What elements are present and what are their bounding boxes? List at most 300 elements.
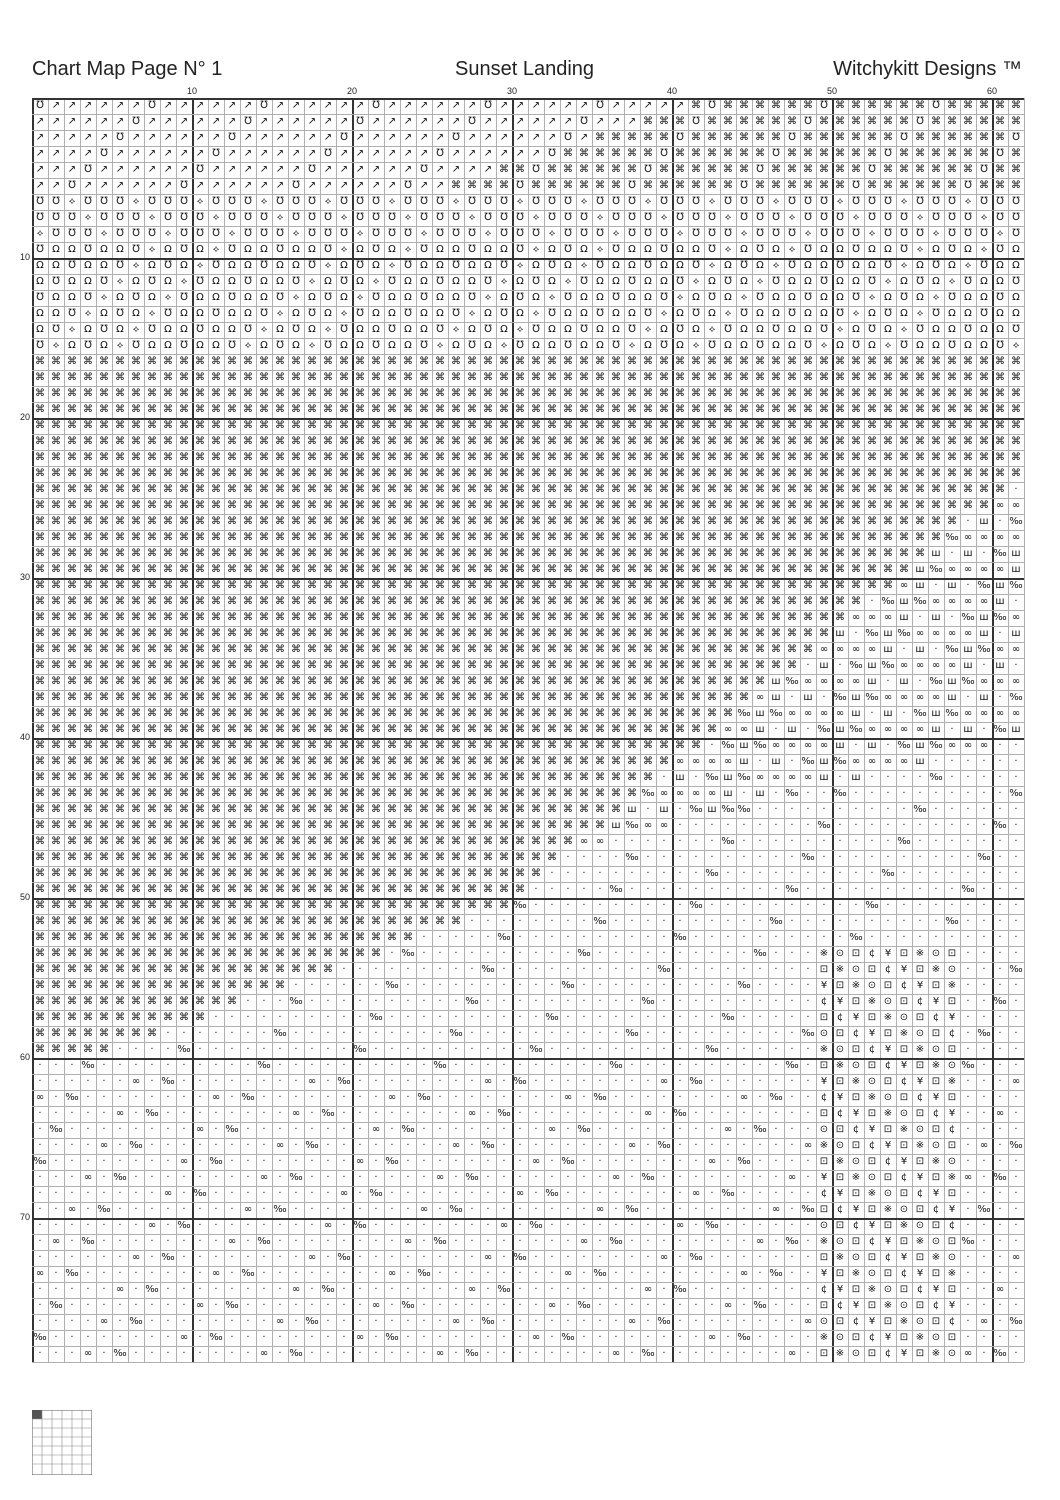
stitch-cell: ⟡ — [500, 340, 508, 351]
stitch-cell: ⌘ — [883, 100, 893, 111]
stitch-cell: ⌘ — [147, 884, 157, 895]
stitch-cell: · — [662, 1028, 666, 1039]
stitch-cell: · — [918, 676, 922, 687]
stitch-cell: ⌘ — [51, 548, 61, 559]
stitch-cell: Ω — [244, 308, 252, 319]
stitch-cell: ※ — [835, 964, 845, 975]
stitch-cell: ‰ — [529, 1220, 543, 1231]
stitch-cell: ⌘ — [83, 660, 93, 671]
stitch-cell: ¢ — [852, 1220, 860, 1231]
stitch-cell: · — [454, 1092, 458, 1103]
stitch-cell: · — [566, 1076, 570, 1087]
stitch-cell: · — [1014, 1300, 1018, 1311]
stitch-cell: · — [710, 884, 714, 895]
stitch-cell: ⌘ — [691, 388, 701, 399]
stitch-cell: ⌘ — [35, 948, 45, 959]
stitch-cell: · — [790, 820, 794, 831]
stitch-cell: ⌘ — [403, 644, 413, 655]
stitch-cell: ⌘ — [739, 644, 749, 655]
stitch-cell: ∞ — [963, 628, 973, 639]
stitch-cell: ⌘ — [147, 404, 157, 415]
stitch-cell: ↗ — [67, 100, 77, 111]
stitch-cell: Ω — [308, 324, 316, 335]
stitch-cell: ⊡ — [947, 996, 957, 1007]
stitch-cell: ⌘ — [307, 676, 317, 687]
stitch-cell: · — [374, 1060, 378, 1071]
stitch-cell: ⟡ — [756, 276, 764, 287]
stitch-cell: ⌘ — [291, 948, 301, 959]
stitch-cell: ⌘ — [147, 788, 157, 799]
stitch-cell: · — [646, 884, 650, 895]
stitch-cell: · — [70, 1332, 74, 1343]
stitch-cell: ⟡ — [820, 340, 828, 351]
stitch-cell: ⌘ — [483, 548, 493, 559]
stitch-cell: ⊙ — [851, 1156, 861, 1167]
grid-line — [816, 98, 817, 1362]
stitch-cell: ↗ — [387, 180, 397, 191]
stitch-cell: ⌘ — [611, 548, 621, 559]
stitch-cell: ℧ — [420, 212, 428, 223]
stitch-cell: · — [662, 1172, 666, 1183]
stitch-cell: ⟡ — [84, 212, 92, 223]
stitch-cell: ⊡ — [867, 1348, 877, 1359]
stitch-cell: · — [630, 1268, 634, 1279]
stitch-cell: ⌘ — [83, 820, 93, 831]
stitch-cell: ¥ — [820, 1076, 828, 1087]
stitch-cell: · — [998, 916, 1002, 927]
stitch-cell: ⌘ — [691, 132, 701, 143]
stitch-cell: · — [774, 1252, 778, 1263]
stitch-cell: ⌘ — [115, 756, 125, 767]
stitch-cell: · — [406, 1252, 410, 1263]
stitch-cell: ⌘ — [947, 452, 957, 463]
stitch-cell: · — [630, 1060, 634, 1071]
stitch-cell: ⌘ — [995, 420, 1005, 431]
stitch-cell: · — [614, 1300, 618, 1311]
stitch-cell: ⌘ — [131, 804, 141, 815]
stitch-cell: ⌘ — [403, 900, 413, 911]
stitch-cell: · — [694, 1332, 698, 1343]
stitch-cell: ℧ — [772, 228, 780, 239]
stitch-cell: ⌘ — [547, 772, 557, 783]
stitch-cell: ℧ — [436, 212, 444, 223]
stitch-cell: ℧ — [868, 164, 876, 175]
stitch-cell: · — [582, 868, 586, 879]
stitch-cell: ⌘ — [979, 404, 989, 415]
stitch-cell: · — [758, 1188, 762, 1199]
stitch-cell: ⌘ — [403, 788, 413, 799]
stitch-cell: ⌘ — [691, 516, 701, 527]
stitch-cell: · — [566, 852, 570, 863]
stitch-cell: · — [566, 1316, 570, 1327]
stitch-cell: ⊙ — [883, 1284, 893, 1295]
stitch-cell: · — [806, 1332, 810, 1343]
stitch-cell: ∞ — [1011, 1252, 1021, 1263]
stitch-cell: · — [1014, 1236, 1018, 1247]
stitch-cell: ⌘ — [643, 356, 653, 367]
stitch-cell: · — [246, 1108, 250, 1119]
stitch-cell: ‰ — [145, 1284, 159, 1295]
stitch-cell: ш — [963, 724, 973, 735]
stitch-cell: ⌘ — [1011, 468, 1021, 479]
stitch-cell: · — [1014, 1156, 1018, 1167]
stitch-cell: · — [70, 1156, 74, 1167]
stitch-cell: ℧ — [116, 196, 124, 207]
stitch-cell: · — [150, 1092, 154, 1103]
stitch-cell: ⌘ — [259, 516, 269, 527]
stitch-cell: · — [966, 980, 970, 991]
stitch-cell: ⌘ — [691, 164, 701, 175]
stitch-cell: Ω — [388, 308, 396, 319]
stitch-cell: ⌘ — [755, 404, 765, 415]
stitch-cell: ⌘ — [179, 932, 189, 943]
stitch-cell: · — [758, 1044, 762, 1055]
stitch-cell: · — [582, 1060, 586, 1071]
stitch-cell: ⊡ — [867, 1252, 877, 1263]
stitch-cell: ⌘ — [787, 580, 797, 591]
stitch-cell: ⟡ — [724, 308, 732, 319]
stitch-cell: ∞ — [963, 740, 973, 751]
stitch-cell: ⌘ — [83, 676, 93, 687]
stitch-cell: ш — [771, 692, 781, 703]
stitch-cell: ⌘ — [163, 500, 173, 511]
stitch-cell: · — [454, 1060, 458, 1071]
stitch-cell: ⌘ — [51, 516, 61, 527]
stitch-cell: ⌘ — [195, 932, 205, 943]
stitch-cell: · — [678, 1348, 682, 1359]
stitch-cell: ⌘ — [355, 452, 365, 463]
stitch-cell: ⌘ — [195, 724, 205, 735]
stitch-cell: ‰ — [321, 1284, 335, 1295]
stitch-cell: ⌘ — [515, 164, 525, 175]
stitch-cell: ⌘ — [211, 900, 221, 911]
stitch-cell: ℧ — [52, 196, 60, 207]
stitch-cell: · — [118, 1252, 122, 1263]
stitch-cell: ⌘ — [787, 548, 797, 559]
stitch-cell: ⌘ — [291, 964, 301, 975]
stitch-cell: ⌘ — [419, 756, 429, 767]
stitch-cell: ⌘ — [259, 500, 269, 511]
stitch-cell: ⌘ — [291, 452, 301, 463]
stitch-cell: · — [662, 1300, 666, 1311]
stitch-cell: · — [710, 964, 714, 975]
stitch-cell: ⌘ — [579, 164, 589, 175]
stitch-cell: ↗ — [243, 100, 253, 111]
stitch-cell: · — [966, 916, 970, 927]
stitch-cell: · — [422, 1172, 426, 1183]
stitch-cell: ⌘ — [67, 996, 77, 1007]
stitch-cell: · — [790, 932, 794, 943]
stitch-cell: ⊡ — [851, 1332, 861, 1343]
stitch-cell: · — [614, 1268, 618, 1279]
stitch-cell: · — [406, 1220, 410, 1231]
stitch-cell: ⌘ — [211, 660, 221, 671]
stitch-cell: · — [262, 1188, 266, 1199]
stitch-cell: · — [102, 1188, 106, 1199]
stitch-cell: · — [102, 1220, 106, 1231]
stitch-cell: ∞ — [387, 1092, 397, 1103]
stitch-cell: ∞ — [803, 1316, 813, 1327]
stitch-cell: ℧ — [676, 132, 684, 143]
stitch-cell: ⌘ — [595, 724, 605, 735]
stitch-cell: ⌘ — [947, 132, 957, 143]
stitch-cell: · — [38, 1348, 42, 1359]
stitch-cell: ℧ — [468, 244, 476, 255]
stitch-cell: Ω — [1012, 244, 1020, 255]
stitch-cell: · — [454, 1156, 458, 1167]
stitch-cell: · — [806, 868, 810, 879]
stitch-cell: Ω — [404, 276, 412, 287]
stitch-cell: ∞ — [403, 1236, 413, 1247]
stitch-cell: ⌘ — [563, 676, 573, 687]
stitch-cell: ш — [1011, 724, 1021, 735]
stitch-cell: · — [854, 788, 858, 799]
stitch-cell: ⌘ — [259, 436, 269, 447]
stitch-cell: · — [550, 948, 554, 959]
stitch-cell: ⊙ — [899, 1300, 909, 1311]
stitch-cell: ℧ — [404, 228, 412, 239]
stitch-cell: ⌘ — [387, 596, 397, 607]
stitch-cell: · — [214, 1316, 218, 1327]
stitch-cell: Ω — [740, 244, 748, 255]
stitch-cell: · — [774, 804, 778, 815]
stitch-cell: · — [550, 932, 554, 943]
stitch-cell: ℧ — [548, 308, 556, 319]
stitch-cell: ℧ — [804, 196, 812, 207]
stitch-cell: ⌘ — [259, 452, 269, 463]
stitch-cell: ‰ — [833, 788, 847, 799]
stitch-cell: ⌘ — [195, 1012, 205, 1023]
stitch-cell: · — [598, 1300, 602, 1311]
stitch-cell: ⊡ — [947, 1236, 957, 1247]
stitch-cell: ⌘ — [547, 580, 557, 591]
stitch-cell: ⌘ — [611, 692, 621, 703]
stitch-cell: ⌘ — [243, 916, 253, 927]
stitch-cell: ⌘ — [499, 724, 509, 735]
stitch-cell: ⌘ — [131, 692, 141, 703]
stitch-cell: ℧ — [180, 228, 188, 239]
stitch-cell: · — [38, 1076, 42, 1087]
stitch-cell: ⌘ — [83, 756, 93, 767]
stitch-cell: ⌘ — [355, 660, 365, 671]
stitch-cell: · — [390, 1316, 394, 1327]
stitch-cell: · — [518, 1220, 522, 1231]
stitch-cell: ⌘ — [291, 740, 301, 751]
stitch-cell: ⌘ — [83, 932, 93, 943]
stitch-cell: ⌘ — [931, 516, 941, 527]
stitch-cell: · — [950, 820, 954, 831]
stitch-cell: ⌘ — [771, 644, 781, 655]
stitch-cell: ⌘ — [179, 388, 189, 399]
stitch-cell: ⌘ — [339, 468, 349, 479]
stitch-cell: · — [518, 1172, 522, 1183]
stitch-cell: ⌘ — [323, 564, 333, 575]
stitch-cell: ⌘ — [259, 708, 269, 719]
stitch-cell: ⌘ — [515, 804, 525, 815]
stitch-cell: ⌘ — [83, 436, 93, 447]
stitch-cell: ⌘ — [451, 916, 461, 927]
stitch-cell: ⊡ — [835, 1316, 845, 1327]
stitch-cell: ⌘ — [531, 516, 541, 527]
stitch-cell: ⌘ — [563, 708, 573, 719]
stitch-cell: ⌘ — [35, 996, 45, 1007]
stitch-cell: ‰ — [113, 1172, 127, 1183]
stitch-cell: · — [790, 1012, 794, 1023]
stitch-cell: · — [614, 948, 618, 959]
stitch-cell: ¢ — [836, 1204, 844, 1215]
stitch-cell: · — [662, 1220, 666, 1231]
stitch-cell: · — [838, 916, 842, 927]
stitch-cell: ⌘ — [339, 916, 349, 927]
stitch-cell: · — [790, 852, 794, 863]
stitch-cell: ⟡ — [164, 292, 172, 303]
stitch-cell: · — [790, 948, 794, 959]
stitch-cell: · — [342, 1236, 346, 1247]
stitch-cell: ⌘ — [243, 868, 253, 879]
stitch-cell: ⌘ — [243, 676, 253, 687]
stitch-cell: · — [150, 1188, 154, 1199]
stitch-cell: ‰ — [593, 916, 607, 927]
stitch-cell: ⌘ — [803, 500, 813, 511]
stitch-cell: ⌘ — [403, 676, 413, 687]
stitch-cell: · — [966, 772, 970, 783]
stitch-cell: ↗ — [323, 100, 333, 111]
stitch-cell: ⌘ — [867, 180, 877, 191]
stitch-cell: ¢ — [852, 1028, 860, 1039]
stitch-cell: ⌘ — [499, 628, 509, 639]
stitch-cell: ‰ — [81, 1060, 95, 1071]
stitch-cell: ⌘ — [163, 580, 173, 591]
stitch-cell: ↗ — [35, 180, 45, 191]
stitch-cell: ℧ — [548, 196, 556, 207]
stitch-cell: ⌘ — [227, 980, 237, 991]
stitch-cell: · — [950, 772, 954, 783]
stitch-cell: · — [726, 1204, 730, 1215]
stitch-cell: ⌘ — [483, 612, 493, 623]
stitch-cell: · — [534, 1268, 538, 1279]
stitch-cell: · — [966, 788, 970, 799]
stitch-cell: Ω — [916, 292, 924, 303]
stitch-cell: ⌘ — [675, 148, 685, 159]
stitch-cell: ⌘ — [275, 740, 285, 751]
stitch-cell: ℧ — [804, 244, 812, 255]
stitch-cell: ⌘ — [355, 372, 365, 383]
stitch-cell: ℧ — [180, 244, 188, 255]
stitch-cell: ⌘ — [803, 516, 813, 527]
stitch-cell: ⟡ — [916, 308, 924, 319]
stitch-cell: ⌘ — [179, 452, 189, 463]
stitch-cell: ‰ — [993, 1172, 1007, 1183]
stitch-cell: · — [38, 1284, 42, 1295]
stitch-cell: ℧ — [660, 292, 668, 303]
stitch-cell: · — [902, 708, 906, 719]
stitch-cell: ш — [979, 628, 989, 639]
stitch-cell: ⌘ — [275, 356, 285, 367]
stitch-cell: · — [198, 1044, 202, 1055]
stitch-cell: ⌘ — [163, 468, 173, 479]
stitch-cell: ⌘ — [467, 724, 477, 735]
stitch-cell: · — [278, 1124, 282, 1135]
stitch-cell: ⌘ — [659, 516, 669, 527]
stitch-cell: · — [694, 852, 698, 863]
stitch-cell: ⌘ — [339, 708, 349, 719]
stitch-cell: · — [966, 964, 970, 975]
stitch-cell: Ω — [516, 308, 524, 319]
stitch-cell: ⌘ — [243, 580, 253, 591]
stitch-cell: ‰ — [913, 804, 927, 815]
stitch-cell: ∞ — [803, 1140, 813, 1151]
stitch-cell: ⌘ — [83, 884, 93, 895]
stitch-cell: · — [742, 1140, 746, 1151]
stitch-cell: ⟡ — [612, 228, 620, 239]
stitch-cell: ⌘ — [531, 548, 541, 559]
stitch-cell: ш — [771, 756, 781, 767]
stitch-cell: ⌘ — [419, 404, 429, 415]
stitch-cell: ⌘ — [371, 676, 381, 687]
stitch-cell: · — [582, 996, 586, 1007]
stitch-cell: ⌘ — [675, 452, 685, 463]
stitch-cell: Ω — [228, 308, 236, 319]
stitch-cell: ⌘ — [739, 500, 749, 511]
stitch-cell: ↗ — [195, 100, 205, 111]
stitch-cell: ⌘ — [851, 100, 861, 111]
stitch-cell: ⊡ — [915, 1252, 925, 1263]
stitch-cell: · — [646, 1092, 650, 1103]
stitch-cell: ℧ — [564, 244, 572, 255]
stitch-cell: · — [294, 1220, 298, 1231]
stitch-cell: Ω — [692, 324, 700, 335]
stitch-cell: ⊙ — [931, 1236, 941, 1247]
stitch-cell: ⌘ — [803, 596, 813, 607]
stitch-cell: · — [278, 1348, 282, 1359]
stitch-cell: · — [406, 1172, 410, 1183]
stitch-cell: ⌘ — [51, 1028, 61, 1039]
stitch-cell: ⌘ — [675, 516, 685, 527]
stitch-cell: ‰ — [33, 1332, 47, 1343]
stitch-cell: ⌘ — [227, 676, 237, 687]
stitch-cell: ш — [947, 580, 957, 591]
stitch-cell: ⌘ — [259, 740, 269, 751]
stitch-cell: · — [486, 1012, 490, 1023]
stitch-cell: ℧ — [804, 212, 812, 223]
stitch-cell: · — [966, 1076, 970, 1087]
stitch-cell: ⟡ — [516, 196, 524, 207]
stitch-cell: ⌘ — [339, 596, 349, 607]
stitch-cell: ⌘ — [83, 772, 93, 783]
stitch-cell: ⟡ — [740, 292, 748, 303]
stitch-cell: ⌘ — [259, 980, 269, 991]
stitch-cell: · — [374, 1236, 378, 1247]
stitch-cell: ⌘ — [403, 916, 413, 927]
stitch-cell: ℧ — [132, 292, 140, 303]
stitch-cell: · — [150, 1044, 154, 1055]
stitch-cell: Ω — [196, 340, 204, 351]
stitch-cell: ⌘ — [691, 564, 701, 575]
stitch-cell: · — [438, 996, 442, 1007]
stitch-cell: · — [598, 1316, 602, 1327]
stitch-cell: ⟡ — [420, 228, 428, 239]
stitch-cell: ⌘ — [131, 884, 141, 895]
stitch-cell: ℧ — [36, 212, 44, 223]
stitch-cell: ⌘ — [339, 644, 349, 655]
stitch-cell: Ω — [52, 260, 60, 271]
stitch-cell: ⊡ — [899, 1092, 909, 1103]
stitch-cell: ⌘ — [675, 436, 685, 447]
stitch-cell: ⌘ — [739, 164, 749, 175]
stitch-cell: ⌘ — [291, 804, 301, 815]
stitch-cell: ⌘ — [515, 836, 525, 847]
stitch-cell: ↗ — [403, 100, 413, 111]
